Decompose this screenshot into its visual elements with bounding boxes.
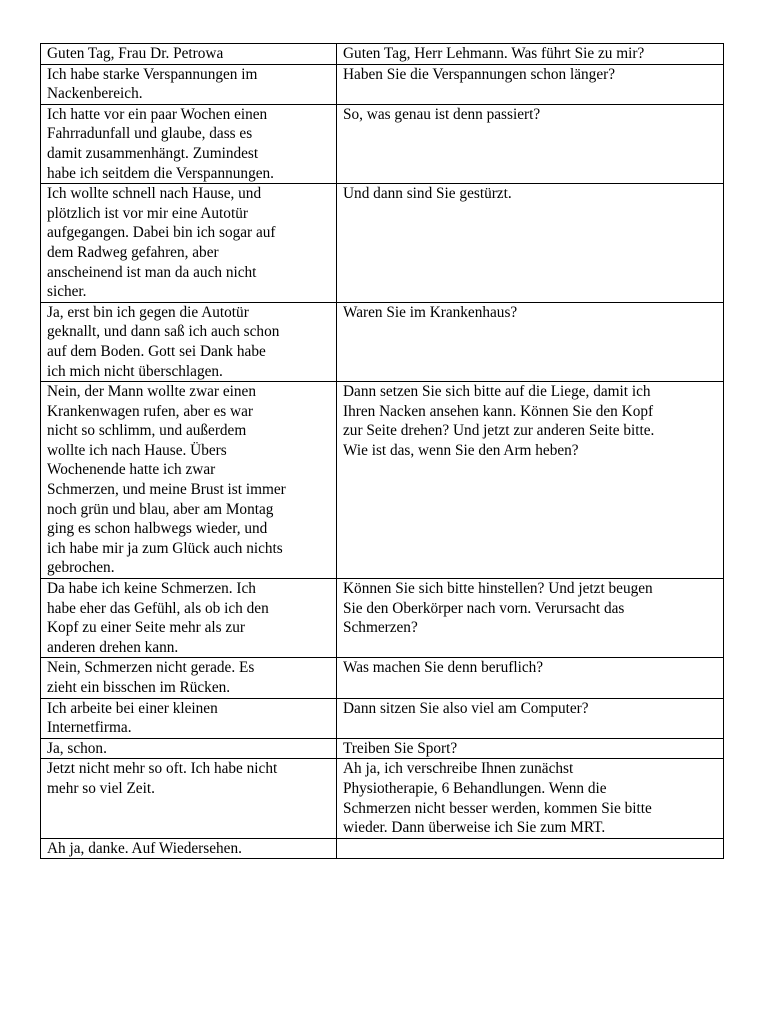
dialogue-table [40, 43, 724, 859]
patient-line: Nein, der Mann wollte zwar einen Krankenwagen rufen, aber es war nicht so schlimm, und außerdem wollte ich nach Hause. Übers Wochenende hatte ich zwar Schmerzen, und meine Brust ist immer noch grün und blau, aber am Montag ging es schon halbwegs wieder, und ich habe mir ja zum Glück auch nichts gebrochen. [41, 382, 337, 579]
table-row [41, 759, 724, 838]
table-row [41, 738, 724, 759]
doctor-line: Treiben Sie Sport? [337, 738, 724, 759]
doctor-line: Ah ja, ich verschreibe Ihnen zunächst Physiotherapie, 6 Behandlungen. Wenn die Schmerzen nicht besser werden, kommen Sie bitte wieder. Dann überweise ich Sie zum MRT. [337, 759, 724, 838]
patient-line: Ja, erst bin ich gegen die Autotür geknallt, und dann saß ich auch schon auf dem Boden. Gott sei Dank habe ich mich nicht überschlagen. [41, 302, 337, 381]
doctor-line: So, was genau ist denn passiert? [337, 104, 724, 183]
table-row [41, 579, 724, 658]
patient-line: Ich wollte schnell nach Hause, und plötzlich ist vor mir eine Autotür aufgegangen. Dabei bin ich sogar auf dem Radweg gefahren, aber anscheinend ist man da auch nicht sicher. [41, 184, 337, 303]
table-row [41, 382, 724, 579]
patient-line: Ich arbeite bei einer kleinen Internetfirma. [41, 698, 337, 738]
patient-line: Nein, Schmerzen nicht gerade. Es zieht ein bisschen im Rücken. [41, 658, 337, 698]
doctor-line-empty [337, 838, 724, 859]
doctor-line: Was machen Sie denn beruflich? [337, 658, 724, 698]
patient-line: Ah ja, danke. Auf Wiedersehen. [41, 838, 337, 859]
table-row [41, 698, 724, 738]
doctor-line: Haben Sie die Verspannungen schon länger? [337, 64, 724, 104]
doctor-line: Dann sitzen Sie also viel am Computer? [337, 698, 724, 738]
table-row [41, 44, 724, 65]
table-row [41, 64, 724, 104]
doctor-line: Dann setzen Sie sich bitte auf die Liege, damit ich Ihren Nacken ansehen kann. Können Sie den Kopf zur Seite drehen? Und jetzt zur anderen Seite bitte. Wie ist das, wenn Sie den Arm heben? [337, 382, 724, 579]
table-row [41, 104, 724, 183]
doctor-line: Können Sie sich bitte hinstellen? Und jetzt beugen Sie den Oberkörper nach vorn. Verursacht das Schmerzen? [337, 579, 724, 658]
patient-line: Ich hatte vor ein paar Wochen einen Fahrradunfall und glaube, dass es damit zusammenhängt. Zumindest habe ich seitdem die Verspannungen. [41, 104, 337, 183]
table-row [41, 184, 724, 303]
doctor-line: Und dann sind Sie gestürzt. [337, 184, 724, 303]
patient-line: Jetzt nicht mehr so oft. Ich habe nicht mehr so viel Zeit. [41, 759, 337, 838]
patient-line: Guten Tag, Frau Dr. Petrowa [41, 44, 337, 65]
document-page [40, 43, 723, 859]
patient-line: Ich habe starke Verspannungen im Nackenbereich. [41, 64, 337, 104]
table-row [41, 302, 724, 381]
doctor-line: Guten Tag, Herr Lehmann. Was führt Sie zu mir? [337, 44, 724, 65]
doctor-line: Waren Sie im Krankenhaus? [337, 302, 724, 381]
patient-line: Da habe ich keine Schmerzen. Ich habe eher das Gefühl, als ob ich den Kopf zu einer Seite mehr als zur anderen drehen kann. [41, 579, 337, 658]
table-row [41, 658, 724, 698]
patient-line: Ja, schon. [41, 738, 337, 759]
table-row [41, 838, 724, 859]
